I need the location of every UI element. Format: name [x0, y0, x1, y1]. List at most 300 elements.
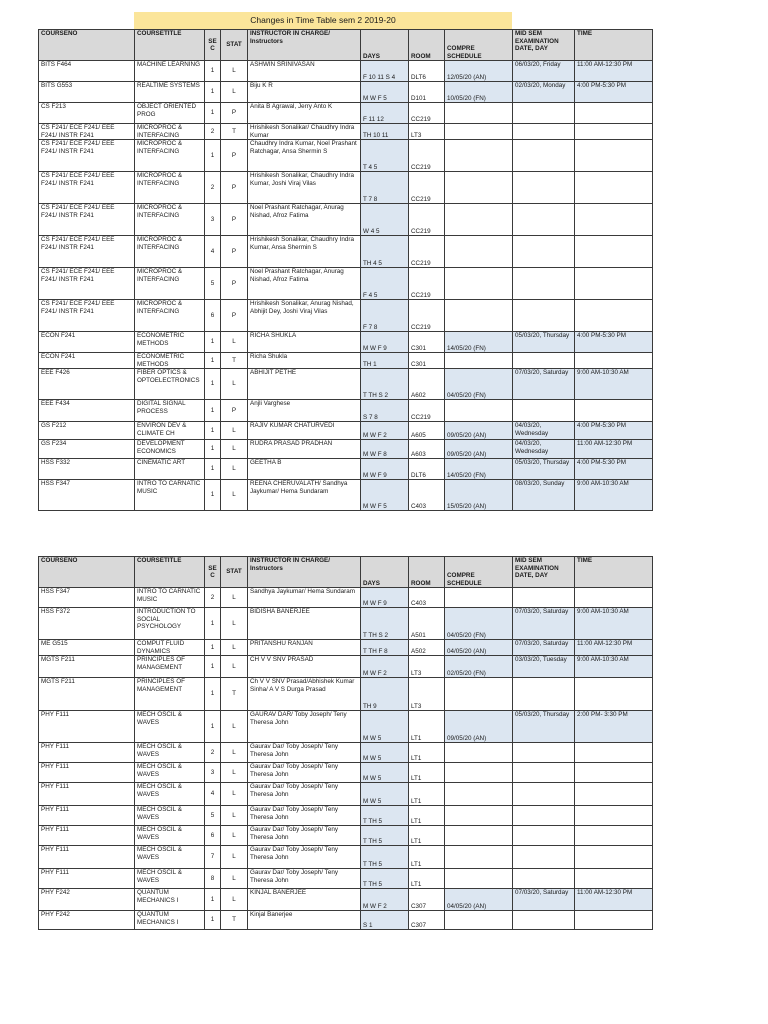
room-cell: LT1	[409, 783, 445, 806]
instructor-cell: Hrishikesh Sonalikar, Chaudhry Indra Kumar, Ansa Shermin S	[248, 236, 361, 268]
time-cell	[575, 783, 653, 806]
course-number-cell: GS F234	[39, 440, 135, 459]
status-cell: L	[221, 608, 248, 640]
status-cell: P	[221, 400, 248, 422]
course-number-cell: CS F241/ ECE F241/ EEE F241/ INSTR F241	[39, 236, 135, 268]
status-cell: P	[221, 268, 248, 300]
days-cell: F 7 8	[361, 300, 409, 332]
table-row	[39, 353, 653, 369]
time-cell: 9:00 AM-10:30 AM	[575, 480, 653, 511]
header-row	[39, 30, 653, 61]
table-row	[39, 743, 653, 763]
section-cell: 1	[205, 480, 221, 511]
room-cell: LT1	[409, 806, 445, 826]
instructor-cell: Ch V V SNV Prasad/Abhishek Kumar Sinha/ A V S Durga Prasad	[248, 678, 361, 711]
instructor-cell: Gaurav Dar/ Toby Joseph/ Teny Theresa John	[248, 846, 361, 869]
section-cell: 2	[205, 172, 221, 204]
midsem-date-cell	[513, 124, 575, 140]
header-instructor: INSTRUCTOR IN CHARGE/ Instructors	[248, 557, 361, 588]
course-number-cell: CS F241/ ECE F241/ EEE F241/ INSTR F241	[39, 124, 135, 140]
midsem-date-cell	[513, 588, 575, 608]
midsem-date-cell: 02/03/20, Monday	[513, 82, 575, 103]
room-cell: CC219	[409, 400, 445, 422]
midsem-date-cell	[513, 678, 575, 711]
days-cell: M W F 5	[361, 480, 409, 511]
days-cell: M W F 5	[361, 82, 409, 103]
course-number-cell: PHY F111	[39, 711, 135, 743]
compre-schedule-cell: 14/05/20 (FN)	[445, 459, 513, 480]
status-cell: P	[221, 103, 248, 124]
time-cell: 2:00 PM- 3:30 PM	[575, 711, 653, 743]
midsem-date-cell: 04/03/20, Wednesday	[513, 422, 575, 440]
midsem-date-cell: 05/03/20, Thursday	[513, 459, 575, 480]
compre-schedule-cell: 10/05/20 (FN)	[445, 82, 513, 103]
time-cell	[575, 588, 653, 608]
room-cell: CC219	[409, 140, 445, 172]
table-row	[39, 300, 653, 332]
compre-schedule-cell	[445, 236, 513, 268]
section-cell: 1	[205, 656, 221, 678]
time-cell	[575, 869, 653, 889]
midsem-date-cell	[513, 826, 575, 846]
header-stat: STAT	[221, 557, 248, 588]
instructor-cell: Gaurav Dar/ Toby Joseph/ Teny Theresa John	[248, 783, 361, 806]
days-cell: M W F 2	[361, 656, 409, 678]
midsem-date-cell	[513, 763, 575, 783]
table-row	[39, 640, 653, 656]
table-row	[39, 608, 653, 640]
table-row	[39, 140, 653, 172]
compre-schedule-cell: 12/05/20 (AN)	[445, 61, 513, 82]
table-row	[39, 61, 653, 82]
section-cell: 1	[205, 911, 221, 930]
course-number-cell: PHY F242	[39, 889, 135, 911]
course-title-cell: MECH OSCIL & WAVES	[135, 783, 205, 806]
room-cell: LT3	[409, 124, 445, 140]
header-row	[39, 557, 653, 588]
instructor-cell: Hrishikesh Sonalikar/ Chaudhry Indra Kumar	[248, 124, 361, 140]
table-row	[39, 82, 653, 103]
status-cell: L	[221, 656, 248, 678]
table-row	[39, 806, 653, 826]
course-title-cell: INTRO TO CARNATIC MUSIC	[135, 588, 205, 608]
room-cell: LT1	[409, 711, 445, 743]
time-cell	[575, 353, 653, 369]
days-cell: M W F 8	[361, 440, 409, 459]
course-title-cell: MECH OSCIL & WAVES	[135, 806, 205, 826]
instructor-cell: Chaudhry Indra Kumar, Noel Prashant Ratchagar, Ansa Shermin S	[248, 140, 361, 172]
room-cell: C307	[409, 911, 445, 930]
instructor-cell: PRITANSHU RANJAN	[248, 640, 361, 656]
room-cell: DLT6	[409, 459, 445, 480]
compre-schedule-cell: 09/05/20 (AN)	[445, 440, 513, 459]
course-number-cell: PHY F111	[39, 846, 135, 869]
header-sec: SEC	[205, 30, 221, 61]
room-cell: LT3	[409, 678, 445, 711]
room-cell: LT1	[409, 869, 445, 889]
status-cell: L	[221, 82, 248, 103]
instructor-cell: Gaurav Dar/ Toby Joseph/ Teny Theresa John	[248, 806, 361, 826]
time-cell	[575, 268, 653, 300]
status-cell: L	[221, 869, 248, 889]
table-row	[39, 889, 653, 911]
table-row	[39, 656, 653, 678]
section-cell: 1	[205, 640, 221, 656]
section-cell: 4	[205, 783, 221, 806]
days-cell: TH 9	[361, 678, 409, 711]
time-cell	[575, 846, 653, 869]
header-sec: SEC	[205, 557, 221, 588]
header-time: TIME	[575, 30, 653, 61]
midsem-date-cell	[513, 353, 575, 369]
course-title-cell: CINEMATIC ART	[135, 459, 205, 480]
compre-schedule-cell: 02/05/20 (FN)	[445, 656, 513, 678]
section-cell: 1	[205, 459, 221, 480]
course-number-cell: HSS F347	[39, 588, 135, 608]
time-cell	[575, 103, 653, 124]
time-cell: 9:00 AM-10:30 AM	[575, 608, 653, 640]
days-cell: M W F 9	[361, 588, 409, 608]
midsem-date-cell	[513, 103, 575, 124]
room-cell: LT1	[409, 743, 445, 763]
instructor-cell: Sandhya Jaykumar/ Hema Sundaram	[248, 588, 361, 608]
time-cell	[575, 400, 653, 422]
table-row	[39, 268, 653, 300]
time-cell: 4:00 PM-5:30 PM	[575, 82, 653, 103]
course-number-cell: PHY F111	[39, 763, 135, 783]
course-number-cell: PHY F111	[39, 783, 135, 806]
section-cell: 2	[205, 588, 221, 608]
status-cell: L	[221, 440, 248, 459]
header-compre-schedule: COMPRE SCHEDULE	[445, 557, 513, 588]
section-cell: 1	[205, 82, 221, 103]
course-title-cell: MECH OSCIL & WAVES	[135, 743, 205, 763]
midsem-date-cell: 07/03/20, Saturday	[513, 608, 575, 640]
room-cell: C301	[409, 332, 445, 353]
time-cell: 11:00 AM-12:30 PM	[575, 640, 653, 656]
room-cell: CC219	[409, 236, 445, 268]
days-cell: M W F 9	[361, 459, 409, 480]
compre-schedule-cell	[445, 783, 513, 806]
course-number-cell: PHY F111	[39, 826, 135, 846]
course-title-cell: ENVIRON DEV & CLIMATE CH	[135, 422, 205, 440]
status-cell: L	[221, 588, 248, 608]
days-cell: TH 4 5	[361, 236, 409, 268]
room-cell: C307	[409, 889, 445, 911]
compre-schedule-cell	[445, 911, 513, 930]
compre-schedule-cell	[445, 300, 513, 332]
table-row	[39, 869, 653, 889]
table-row	[39, 172, 653, 204]
header-room: ROOM	[409, 557, 445, 588]
course-title-cell: FIBER OPTICS & OPTOELECTRONICS	[135, 369, 205, 400]
compre-schedule-cell: 14/05/20 (FN)	[445, 332, 513, 353]
course-title-cell: MICROPROC & INTERFACING	[135, 140, 205, 172]
course-number-cell: MGTS F211	[39, 678, 135, 711]
section-cell: 1	[205, 422, 221, 440]
course-title-cell: MECH OSCIL & WAVES	[135, 763, 205, 783]
status-cell: P	[221, 140, 248, 172]
compre-schedule-cell	[445, 588, 513, 608]
room-cell: LT1	[409, 826, 445, 846]
header-stat: STAT	[221, 30, 248, 61]
instructor-cell: Hrishikesh Sonalikar, Anurag Nishad, Abhijit Dey, Joshi Viraj Vilas	[248, 300, 361, 332]
compre-schedule-cell	[445, 204, 513, 236]
midsem-date-cell: 07/03/20, Saturday	[513, 889, 575, 911]
course-number-cell: PHY F111	[39, 743, 135, 763]
header-time: TIME	[575, 557, 653, 588]
time-cell	[575, 140, 653, 172]
table-row	[39, 103, 653, 124]
time-cell: 4:00 PM-5:30 PM	[575, 332, 653, 353]
course-title-cell: MICROPROC & INTERFACING	[135, 204, 205, 236]
compre-schedule-cell: 04/05/20 (AN)	[445, 889, 513, 911]
section-cell: 1	[205, 369, 221, 400]
header-room: ROOM	[409, 30, 445, 61]
compre-schedule-cell	[445, 268, 513, 300]
days-cell: W 4 5	[361, 204, 409, 236]
instructor-cell: Anita B Agrawal, Jerry Anto K	[248, 103, 361, 124]
course-title-cell: MICROPROC & INTERFACING	[135, 300, 205, 332]
days-cell: M W F 9	[361, 332, 409, 353]
instructor-cell: GEETHA B	[248, 459, 361, 480]
status-cell: T	[221, 124, 248, 140]
page-title: Changes in Time Table sem 2 2019-20	[134, 12, 512, 29]
days-cell: T TH S 2	[361, 608, 409, 640]
course-title-cell: QUANTUM MECHANICS I	[135, 889, 205, 911]
header-days: DAYS	[361, 557, 409, 588]
section-cell: 1	[205, 711, 221, 743]
days-cell: T TH S 2	[361, 369, 409, 400]
room-cell: A605	[409, 422, 445, 440]
course-title-cell: ECONOMETRIC METHODS	[135, 332, 205, 353]
days-cell: T TH 5	[361, 806, 409, 826]
header-midsem-date: MID SEM EXAMINATION DATE, DAY	[513, 557, 575, 588]
section-cell: 1	[205, 103, 221, 124]
compre-schedule-cell	[445, 140, 513, 172]
compre-schedule-cell: 15/05/20 (AN)	[445, 480, 513, 511]
status-cell: L	[221, 806, 248, 826]
midsem-date-cell: 07/03/20, Saturday	[513, 369, 575, 400]
table-row	[39, 763, 653, 783]
instructor-cell: RUDRA PRASAD PRADHAN	[248, 440, 361, 459]
room-cell: CC219	[409, 204, 445, 236]
status-cell: L	[221, 422, 248, 440]
days-cell: T TH F 8	[361, 640, 409, 656]
course-title-cell: COMPUT FLUID DYNAMICS	[135, 640, 205, 656]
compre-schedule-cell: 04/05/20 (AN)	[445, 640, 513, 656]
compre-schedule-cell	[445, 743, 513, 763]
time-cell	[575, 172, 653, 204]
section-cell: 1	[205, 889, 221, 911]
course-number-cell: ECON F241	[39, 332, 135, 353]
room-cell: LT1	[409, 846, 445, 869]
course-number-cell: PHY F111	[39, 806, 135, 826]
table-row	[39, 422, 653, 440]
course-title-cell: ECONOMETRIC METHODS	[135, 353, 205, 369]
midsem-date-cell	[513, 869, 575, 889]
course-number-cell: CS F213	[39, 103, 135, 124]
table-row	[39, 911, 653, 930]
midsem-date-cell	[513, 400, 575, 422]
time-cell	[575, 204, 653, 236]
instructor-cell: Kinjal Banerjee	[248, 911, 361, 930]
section-cell: 5	[205, 268, 221, 300]
time-cell	[575, 300, 653, 332]
course-number-cell: HSS F347	[39, 480, 135, 511]
course-title-cell: INTRODUCTION TO SOCIAL PSYCHOLOGY	[135, 608, 205, 640]
instructor-cell: ASHWIN SRINIVASAN	[248, 61, 361, 82]
course-number-cell: CS F241/ ECE F241/ EEE F241/ INSTR F241	[39, 268, 135, 300]
course-number-cell: CS F241/ ECE F241/ EEE F241/ INSTR F241	[39, 140, 135, 172]
course-title-cell: MICROPROC & INTERFACING	[135, 268, 205, 300]
header-courseno: COURSENO	[39, 30, 135, 61]
room-cell: C403	[409, 588, 445, 608]
table-row	[39, 459, 653, 480]
compre-schedule-cell	[445, 103, 513, 124]
days-cell: M W 5	[361, 783, 409, 806]
header-compre-schedule: COMPRE SCHEDULE	[445, 30, 513, 61]
midsem-date-cell	[513, 268, 575, 300]
status-cell: L	[221, 459, 248, 480]
section-cell: 1	[205, 353, 221, 369]
instructor-cell: Noel Prashant Ratchagar, Anurag Nishad, Afroz Fatima	[248, 268, 361, 300]
instructor-cell: CH V V SNV PRASAD	[248, 656, 361, 678]
instructor-cell: Gaurav Dar/ Toby Joseph/ Teny Theresa John	[248, 826, 361, 846]
room-cell: LT3	[409, 656, 445, 678]
table-row	[39, 236, 653, 268]
time-cell	[575, 678, 653, 711]
course-number-cell: GS F212	[39, 422, 135, 440]
timetable-changes-table-1	[38, 29, 653, 511]
section-cell: 6	[205, 300, 221, 332]
midsem-date-cell: 07/03/20, Saturday	[513, 640, 575, 656]
instructor-cell: KINJAL BANERJEE	[248, 889, 361, 911]
instructor-cell: Richa Shukla	[248, 353, 361, 369]
status-cell: P	[221, 172, 248, 204]
compre-schedule-cell: 09/05/20 (AN)	[445, 422, 513, 440]
days-cell: S 7 8	[361, 400, 409, 422]
time-cell	[575, 236, 653, 268]
status-cell: L	[221, 743, 248, 763]
section-cell: 5	[205, 806, 221, 826]
header-days: DAYS	[361, 30, 409, 61]
days-cell: TH 10 11	[361, 124, 409, 140]
midsem-date-cell	[513, 140, 575, 172]
table-row	[39, 588, 653, 608]
status-cell: L	[221, 640, 248, 656]
status-cell: L	[221, 826, 248, 846]
time-cell	[575, 743, 653, 763]
course-number-cell: EEE F434	[39, 400, 135, 422]
days-cell: T TH 5	[361, 846, 409, 869]
days-cell: S 1	[361, 911, 409, 930]
midsem-date-cell: 05/03/20, Thursday	[513, 711, 575, 743]
section-cell: 1	[205, 440, 221, 459]
section-cell: 7	[205, 846, 221, 869]
compre-schedule-cell	[445, 353, 513, 369]
time-cell: 9:00 AM-10:30 AM	[575, 656, 653, 678]
time-cell: 4:00 PM-5:30 PM	[575, 422, 653, 440]
midsem-date-cell	[513, 806, 575, 826]
status-cell: L	[221, 846, 248, 869]
course-number-cell: HSS F332	[39, 459, 135, 480]
compre-schedule-cell	[445, 869, 513, 889]
midsem-date-cell	[513, 204, 575, 236]
status-cell: T	[221, 911, 248, 930]
time-cell	[575, 911, 653, 930]
time-cell: 11:00 AM-12:30 PM	[575, 440, 653, 459]
table-row	[39, 783, 653, 806]
section-cell: 1	[205, 61, 221, 82]
time-cell: 9:00 AM-10:30 AM	[575, 369, 653, 400]
section-cell: 2	[205, 743, 221, 763]
status-cell: L	[221, 711, 248, 743]
room-cell: D101	[409, 82, 445, 103]
instructor-cell: Gaurav Dar/ Toby Joseph/ Teny Theresa John	[248, 763, 361, 783]
course-number-cell: HSS F372	[39, 608, 135, 640]
compre-schedule-cell: 04/05/20 (FN)	[445, 608, 513, 640]
table-row	[39, 124, 653, 140]
instructor-cell: Hrishikesh Sonalikar, Chaudhry Indra Kumar, Joshi Viraj Vilas	[248, 172, 361, 204]
course-number-cell: BITS G553	[39, 82, 135, 103]
course-title-cell: PRINCIPLES OF MANAGEMENT	[135, 656, 205, 678]
compre-schedule-cell	[445, 806, 513, 826]
instructor-cell: Gaurav Dar/ Toby Joseph/ Teny Theresa John	[248, 743, 361, 763]
course-title-cell: MECH OSCIL & WAVES	[135, 869, 205, 889]
course-title-cell: OBJECT ORIENTED PROG	[135, 103, 205, 124]
table-row	[39, 826, 653, 846]
section-cell: 1	[205, 332, 221, 353]
days-cell: M W F 2	[361, 422, 409, 440]
status-cell: L	[221, 889, 248, 911]
course-title-cell: QUANTUM MECHANICS I	[135, 911, 205, 930]
room-cell: C301	[409, 353, 445, 369]
status-cell: L	[221, 783, 248, 806]
instructor-cell: ABHIJIT PETHE	[248, 369, 361, 400]
time-cell: 11:00 AM-12:30 PM	[575, 61, 653, 82]
room-cell: A603	[409, 440, 445, 459]
time-cell: 11:00 AM-12:30 PM	[575, 889, 653, 911]
section-cell: 8	[205, 869, 221, 889]
section-cell: 3	[205, 204, 221, 236]
section-cell: 4	[205, 236, 221, 268]
midsem-date-cell: 06/03/20, Friday	[513, 61, 575, 82]
course-title-cell: MACHINE LEARNING	[135, 61, 205, 82]
section-cell: 6	[205, 826, 221, 846]
course-title-cell: MECH OSCIL & WAVES	[135, 711, 205, 743]
midsem-date-cell	[513, 300, 575, 332]
course-number-cell: CS F241/ ECE F241/ EEE F241/ INSTR F241	[39, 300, 135, 332]
days-cell: M W 5	[361, 711, 409, 743]
compre-schedule-cell	[445, 172, 513, 204]
section-cell: 1	[205, 678, 221, 711]
table-row	[39, 400, 653, 422]
status-cell: L	[221, 61, 248, 82]
course-number-cell: CS F241/ ECE F241/ EEE F241/ INSTR F241	[39, 172, 135, 204]
midsem-date-cell	[513, 783, 575, 806]
course-number-cell: PHY F242	[39, 911, 135, 930]
status-cell: L	[221, 763, 248, 783]
course-title-cell: DIGITAL SIGNAL PROCESS	[135, 400, 205, 422]
compre-schedule-cell	[445, 124, 513, 140]
section-cell: 1	[205, 608, 221, 640]
course-title-cell: MICROPROC & INTERFACING	[135, 172, 205, 204]
table-row	[39, 332, 653, 353]
status-cell: L	[221, 480, 248, 511]
header-midsem-date: MID SEM EXAMINATION DATE, DAY	[513, 30, 575, 61]
header-instructor: INSTRUCTOR IN CHARGE/ Instructors	[248, 30, 361, 61]
